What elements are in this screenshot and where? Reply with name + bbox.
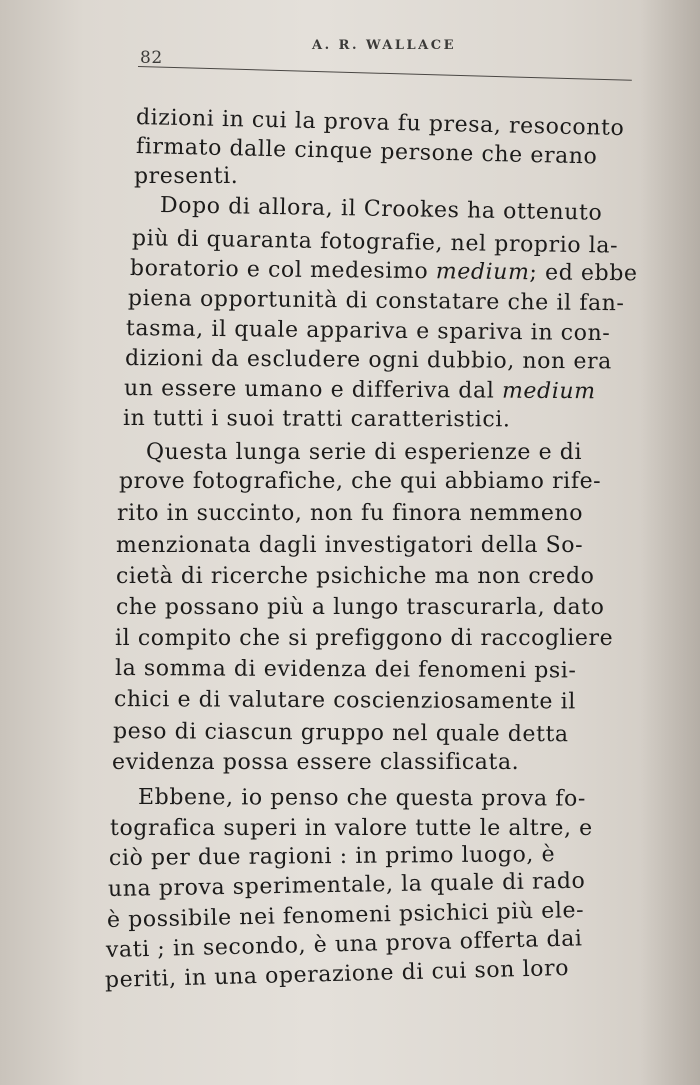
text-line: tasma, il quale appariva e spariva in con- <box>125 316 611 347</box>
text-line: Ebbene, io penso che questa prova fo- <box>137 785 586 812</box>
text-line: la somma di evidenza dei fenomeni psi- <box>114 656 577 684</box>
text-line: menzionata dagli investigatori della So- <box>116 533 584 558</box>
text-line: tografica superi in valore tutte le altre, e <box>110 816 593 841</box>
text-line: cietà di ricerche psichiche ma non credo <box>116 564 595 589</box>
page-number: 82 <box>140 48 163 68</box>
text-line: periti, in una operazione di cui son loro <box>104 955 570 993</box>
text-line: chici e di valutare coscienziosamente il <box>113 687 576 715</box>
text-line: in tutti i suoi tratti caratteristici. <box>122 406 511 433</box>
running-head: A. R. WALLACE <box>312 38 456 53</box>
text-line: piena opportunità di constatare che il fan- <box>127 286 625 317</box>
text-line: boratorio e col medesimo medium; ed ebbe <box>129 256 638 287</box>
text-line: il compito che si prefiggono di raccogliere <box>115 626 614 651</box>
text-line: è possibile nei fenomeni psichici più ele- <box>106 898 585 933</box>
text-line: una prova sperimentale, la quale di rado <box>107 868 586 902</box>
text-line: che possano più a lungo trascurarla, dato <box>116 595 605 620</box>
text-line: firmato dalle cinque persone che erano <box>135 134 598 170</box>
text-line: vati ; in secondo, è una prova offerta dai <box>105 926 583 963</box>
text-line: dizioni da escludere ogni dubbio, non era <box>124 346 612 375</box>
text-line: un essere umano e differiva dal medium <box>123 376 596 405</box>
text-line: Dopo di allora, il Crookes ha ottenuto <box>159 193 603 226</box>
text-line: dizioni in cui la prova fu presa, resoconto <box>135 105 625 142</box>
text-line: peso di ciascun gruppo nel quale detta <box>112 719 569 748</box>
text-line: più di quaranta fotografie, nel proprio la- <box>131 226 619 259</box>
text-line: prove fotografiche, che qui abbiamo rife- <box>119 469 602 494</box>
text-line: ciò per due ragioni : in primo luogo, è <box>108 842 556 871</box>
text-line: presenti. <box>134 164 239 189</box>
text-line: rito in succinto, non fu finora nemmeno <box>117 501 584 526</box>
text-line: evidenza possa essere classificata. <box>112 750 520 775</box>
text-line: Questa lunga serie di esperienze e di <box>146 440 583 465</box>
